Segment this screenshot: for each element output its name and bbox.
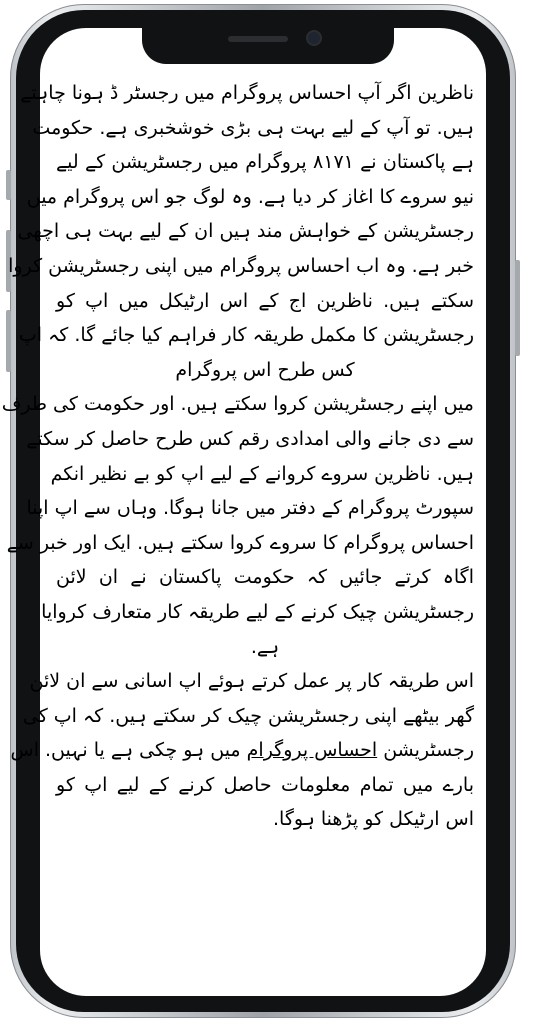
article-line: ہیں. ناظرین سروے کروانے کے لیے اپ کو بے نظیر انکم: [50, 462, 474, 485]
article-line: ناظرین اگر آپ احساس پروگرام میں رجسٹر ڈ ہونا چاہتے: [20, 82, 474, 104]
mute-switch: [6, 170, 11, 200]
volume-down-button: [6, 310, 11, 372]
article-line: میں اپنے رجسٹریشن کروا سکتے ہیں. اور حکومت کی طرف: [1, 393, 474, 416]
article-line: کس طرح اس پروگرام: [175, 358, 355, 381]
article-line: اس ارٹیکل کو پڑھنا ہوگا.: [273, 808, 474, 831]
article-line: نیو سروے کا اغاز کر دیا ہے. وہ لوگ جو اس پروگرام میں: [26, 185, 474, 208]
article-line: رجسٹریشن کا مکمل طریقہ کار فراہم کیا جائے گا. کہ اپ: [18, 324, 474, 347]
front-camera-icon: [308, 32, 320, 44]
power-button: [515, 260, 520, 356]
article-line: خبر ہے. وہ اب احساس پروگرام میں اپنی رجسٹریشن کروا: [8, 254, 474, 277]
phone-notch: [142, 28, 394, 64]
article-line: ہیں. تو آپ کے لیے بہت ہی بڑی خوشخبری ہے. حکومت: [32, 116, 474, 139]
article-line: اگاہ کرتے جائیں کہ حکومت پاکستان نے ان لائن: [56, 566, 474, 589]
article-line: سپورٹ پروگرام کے دفتر میں جانا ہوگا. وہاں سے اپ اپنا: [26, 497, 474, 520]
article-line: سے دی جانے والی امدادی رقم کس طرح حاصل کر سکتے: [26, 427, 474, 450]
article-line: ہے پاکستان نے ٨١٧١ پروگرام میں رجسٹریشن کے لیے: [56, 151, 474, 174]
article-line: ہے.: [250, 635, 280, 658]
article-line: احساس پروگرام کا سروے کروا سکتے ہیں. ایک اور خبر سے: [6, 531, 474, 554]
article-line: رجسٹریشن کے خواہش مند ہیں ان کے لیے بہت ہی اچھی: [17, 220, 474, 243]
article-text: [1, 76, 474, 837]
article-line: گھر بیٹھے اپنی رجسٹریشن چیک کر سکتے ہیں. کہ اپ کی: [22, 704, 474, 727]
ehsaas-program-link[interactable]: احساس پروگرام: [246, 739, 378, 762]
article-line: بارے میں تمام معلومات حاصل کرنے کے لیے اپ کو: [56, 773, 474, 796]
article-line: رجسٹریشن چیک کرنے کے لیے طریقہ کار متعارف کروایا: [41, 600, 474, 623]
speaker-grille: [228, 36, 288, 42]
article-line-with-link: رجسٹریشن احساس پروگرام میں ہو چکی ہے یا نہیں. اس: [10, 739, 474, 762]
article-line: اس طریقہ کار پر عمل کرتے ہوئے اپ اسانی سے ان لائن: [29, 670, 474, 693]
article-line: سکتے ہیں. ناظرین اج کے اس ارٹیکل میں اپ کو: [56, 289, 474, 312]
